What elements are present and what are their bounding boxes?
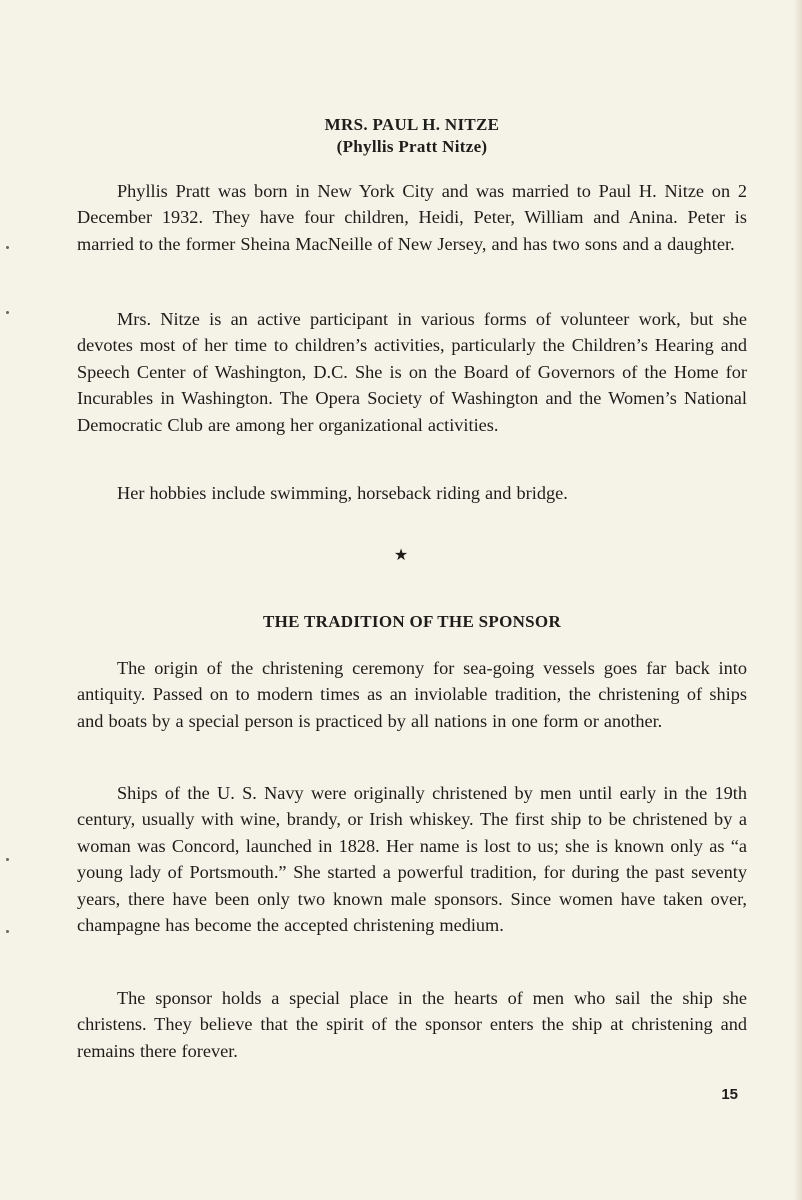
margin-mark: [6, 858, 9, 861]
paragraph: The origin of the christening ceremony for sea-going vessels goes far back into antiquity. Passed on to modern times as an inviolable tradition, the christening of ships and boats by a special person is practiced by all nations in one form or another.: [77, 658, 747, 731]
tradition-paragraph-1: [77, 655, 747, 734]
tradition-paragraph-2: [77, 780, 747, 938]
biography-paragraph-1: [77, 178, 747, 257]
tradition-paragraph-3: [77, 985, 747, 1064]
tradition-title: THE TRADITION OF THE SPONSOR: [262, 612, 562, 631]
page-number: 15: [721, 1086, 738, 1103]
biography-subtitle: (Phyllis Pratt Nitze): [336, 137, 488, 156]
paragraph: The sponsor holds a special place in the hearts of men who sail the ship she christens. They believe that the spirit of the sponsor enters the ship at christening and remains there forever.: [77, 988, 747, 1061]
paragraph: Her hobbies include swimming, horseback riding and bridge.: [117, 483, 568, 503]
margin-mark: [6, 930, 9, 933]
star-separator-icon: ★: [393, 547, 409, 564]
paragraph: Phyllis Pratt was born in New York City and was married to Paul H. Nitze on 2 December 1932. They have four children, Heidi, Peter, William and Anina. Peter is married to the former Sheina MacNeille of New Jersey, and has two sons and a daughter.: [77, 181, 747, 254]
paragraph: Mrs. Nitze is an active participant in various forms of volunteer work, but she devotes most of her time to children’s activities, particularly the Children’s Hearing and Speech Center of Washington, D.C. She is on the Board of Governors of the Home for Incurables in Washington. The Opera Society of Washington and the Women’s National Democratic Club are among her organizational activities.: [77, 309, 747, 435]
margin-mark: [6, 246, 9, 249]
biography-paragraph-3: [77, 480, 747, 506]
paragraph: Ships of the U. S. Navy were originally christened by men until early in the 19th century, usually with wine, brandy, or Irish whiskey. The first ship to be christened by a woman was Concord, launched in 1828. Her name is lost to us; she is known only as “a young lady of Portsmouth.” She started a powerful tradition, for during the past seventy years, there have been only two known male sponsors. Since women have taken over, champagne has become the accepted christening medium.: [77, 783, 747, 936]
biography-title: MRS. PAUL H. NITZE: [324, 115, 500, 134]
tradition-heading: [77, 611, 747, 633]
biography-paragraph-2: [77, 306, 747, 438]
page-edge-shadow: [794, 0, 802, 1200]
biography-heading: [77, 114, 747, 158]
margin-mark: [6, 311, 9, 314]
